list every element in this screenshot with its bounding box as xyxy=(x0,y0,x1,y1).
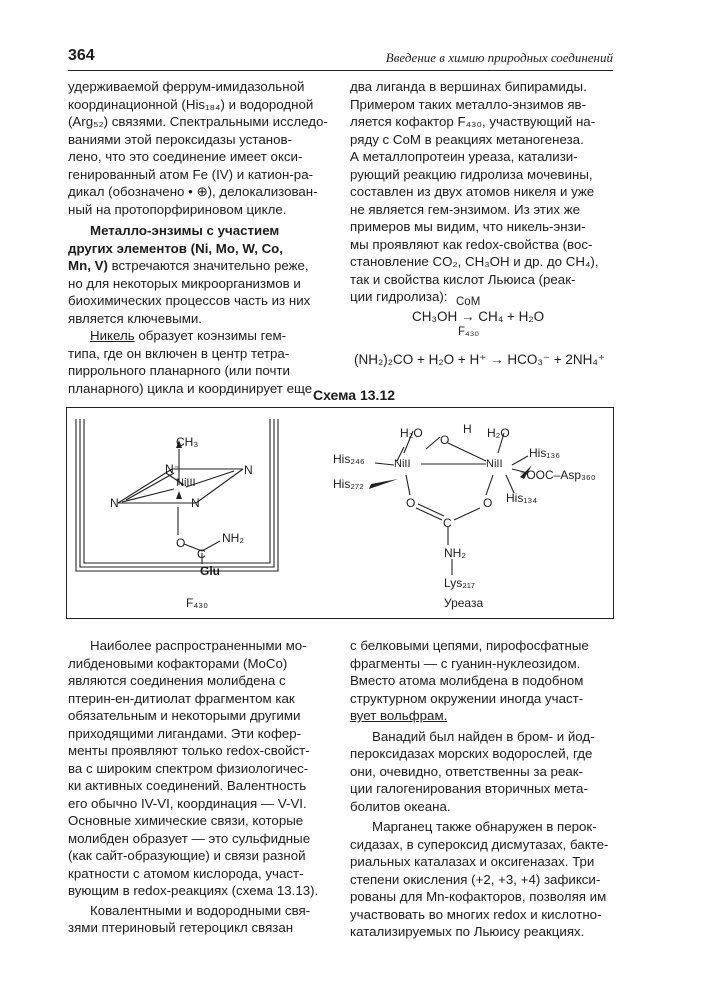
text-line: составлен из двух атомов никеля и уже xyxy=(350,184,595,199)
text-line: структурном окружении иногда участ- xyxy=(350,690,584,706)
text-line: вующим в redox-реакциях (схема 13.13). xyxy=(68,883,319,898)
text-line: так и свойства кислот Льюиса (реак- xyxy=(350,271,576,287)
text-line: не является гем-энзимом. Из этих же xyxy=(350,201,581,217)
label-h: H xyxy=(463,422,472,436)
label-his246: His₂₄₆ xyxy=(333,452,365,466)
text-line: пиррольного планарного (или почти xyxy=(68,363,290,378)
text-line: ряду с CoM в реакциях метаногенеза. xyxy=(350,131,584,147)
text-line: дикал (обозначено • ⊕), делокализован- xyxy=(68,184,318,199)
label-nh2: NH₂ xyxy=(222,531,244,545)
label-ni-ii: NiII xyxy=(394,458,411,470)
text-line: становление CO₂, CH₃OH и др. до CH₄), xyxy=(350,254,599,269)
text-line: рующий реакцию гидролиза мочевины, xyxy=(350,166,593,182)
label-c: C xyxy=(197,547,206,561)
text-line: ва с широким спектром физиологичес- xyxy=(68,760,309,776)
text-line: рованы для Mn-кофакторов, позволяя им xyxy=(350,889,607,904)
text-line: встречаются значительно реже, xyxy=(107,258,309,273)
text-line: ции галогенирования вторичных мета- xyxy=(350,781,588,796)
text-line: сидазах, в супероксид дисмутазах, бакте- xyxy=(350,836,609,852)
wedge-bond xyxy=(369,479,398,489)
text-line: ный на протопорфириновом цикле. xyxy=(68,201,287,217)
text-line: но для некоторых микроорганизмов и xyxy=(68,275,301,291)
eq1-catalyst-top: CoM xyxy=(456,296,481,308)
label-o: O xyxy=(406,496,416,510)
text-line: птерин-ен-дитиолат фрагментом как xyxy=(68,690,295,706)
caption-urease: Уреаза xyxy=(444,596,484,610)
text-line: типа, где он включен в центр тетра- xyxy=(68,345,290,361)
section-heading: Металло-энзимы с участием xyxy=(90,223,280,238)
text-line: примеров мы видим, что никель-энзи- xyxy=(350,219,586,234)
text-line: участвовать во многих redox и кислотно- xyxy=(350,906,602,922)
label-n: N xyxy=(110,496,119,510)
label-his272: His₂₇₂ xyxy=(333,477,364,491)
column-1-top xyxy=(68,78,331,397)
text-line: является ключевыми. xyxy=(68,310,202,326)
text-line: обязательным и некоторыми другими xyxy=(68,708,301,723)
text-line: фрагменты — с гуанин-нуклеозидом. xyxy=(350,655,581,671)
text-line: ции гидролиза): xyxy=(350,289,448,304)
text-line: Ковалентными и водородными свя- xyxy=(90,902,311,918)
column-1-bottom xyxy=(68,637,331,937)
label-ch3: CH₃ xyxy=(176,435,199,449)
label-c: C xyxy=(443,516,452,530)
text-line: образует коэнзимы гем- xyxy=(134,328,287,343)
text-line: кратности с атомом кислорода, участ- xyxy=(68,865,304,881)
text-line: Наиболее распространенными мо- xyxy=(90,638,307,653)
text-line: (Arg₅₂) связями. Спектральными исследо- xyxy=(68,114,328,129)
text-line: приходящими лигандами. Эти кофер- xyxy=(68,725,302,741)
text-line: молибден образует — это сульфидные xyxy=(68,830,311,846)
text-line: (как сайт-образующие) и связи разной xyxy=(68,848,306,863)
text-line: являются соединения молибдена с xyxy=(68,673,286,688)
text-line: степени окисления (+2, +3, +4) зафикси- xyxy=(350,871,601,887)
label-his134: His₁₃₄ xyxy=(506,491,538,505)
text-line: координационной (His₁₈₄) и водородной xyxy=(68,96,314,112)
term-nickel: Никель xyxy=(90,328,135,343)
text-line: планарного) цикла и координирует еще xyxy=(68,380,313,396)
term-manganese: Марганец также обнаружен в перок- xyxy=(372,819,597,834)
label-ni-iii: NiIII xyxy=(176,477,196,489)
label-n: N⁻ xyxy=(165,462,180,476)
label-glu: Glu xyxy=(200,564,220,578)
column-2-bottom xyxy=(350,637,613,941)
term-tungsten: вует вольфрам. xyxy=(350,708,448,723)
caption-f430: F₄₃₀ xyxy=(186,596,209,610)
text-line: ваниями этой пероксидазы установ- xyxy=(68,131,292,147)
text-line: либденовыми кофакторами (MoCo) xyxy=(68,655,288,671)
text-line: Основные химические связи, которые xyxy=(68,813,304,828)
label-his136: His₁₃₆ xyxy=(529,446,561,460)
text-line: зями птериновый гетероцикл связан xyxy=(68,920,294,935)
text-line: удерживаемой феррум-имидазольной xyxy=(68,79,305,94)
text-line: они, очевидно, ответственны за реак- xyxy=(350,763,583,779)
running-head: Введение в химию природных соединений xyxy=(385,50,613,65)
scheme-drawing xyxy=(66,407,614,619)
label-o: O xyxy=(440,433,450,447)
text-line: менты проявляют только redox-свойст- xyxy=(68,743,310,758)
text-line: Вместо атома молибдена в подобном xyxy=(350,673,584,688)
column-2-top xyxy=(350,78,613,306)
text-line: риальных каталазах и оксигеназах. Три xyxy=(350,854,595,869)
text-line: пероксидазах морских водорослей, где xyxy=(350,746,593,761)
label-nh2: NH₂ xyxy=(444,546,466,560)
label-o: O xyxy=(176,536,186,550)
text-line: биохимических процессов часть из них xyxy=(68,293,311,308)
text-line: генированный атом Fe (IV) и катион-ра- xyxy=(68,166,314,182)
text-line: А металлопротеин уреаза, катализи- xyxy=(350,149,578,164)
text-line: мы проявляют как redox-свойства (вос- xyxy=(350,236,593,252)
label-h2o: H₂O xyxy=(487,426,510,440)
text-line: с белковыми цепями, пирофосфатные xyxy=(350,638,589,653)
term-vanadium: Ванадий был найден в бром- и йод- xyxy=(372,728,595,744)
eq1-catalyst-bottom: F₄₃₀ xyxy=(458,326,480,338)
text-line: два лиганда в вершинах бипирамиды. xyxy=(350,79,587,94)
eq1-main: CH₃OH → CH₄ + H₂O xyxy=(412,309,545,324)
label-lys217: Lys₂₁₇ xyxy=(444,576,476,590)
label-h2o: H₂O xyxy=(400,426,423,440)
text-line: его обычно IV-VI, координация — V-VI. xyxy=(68,795,307,811)
text-line: лено, что это соединение имеет окси- xyxy=(68,149,303,164)
text-line: Примером таких металло-энзимов яв- xyxy=(350,96,587,112)
header-rule xyxy=(68,70,613,71)
eq2-urea-hydrolysis: (NH₂)₂CO + H₂O + H⁺ → HCO₃⁻ + 2NH₄⁺ xyxy=(354,352,606,367)
text-line: ляется кофактор F₄₃₀, участвующий на- xyxy=(350,114,596,129)
text-line: ки активных соединений. Валентность xyxy=(68,778,307,793)
label-o: O xyxy=(483,496,493,510)
label-n: N xyxy=(191,496,200,510)
section-heading: Mn, V) xyxy=(68,258,108,273)
arrow-head xyxy=(176,491,182,499)
page-number: 364 xyxy=(68,47,95,64)
scheme-title: Схема 13.12 xyxy=(312,387,396,403)
text-line: болитов океана. xyxy=(350,798,451,814)
label-ni-ii: NiII xyxy=(486,458,503,470)
section-heading: других элементов (Ni, Mo, W, Co, xyxy=(68,240,284,256)
label-asp360: ⁻OOC–Asp₃₆₀ xyxy=(520,468,596,482)
text-line: катализируемых по Льюису реакциях. xyxy=(350,924,585,939)
label-n: N xyxy=(244,463,253,477)
